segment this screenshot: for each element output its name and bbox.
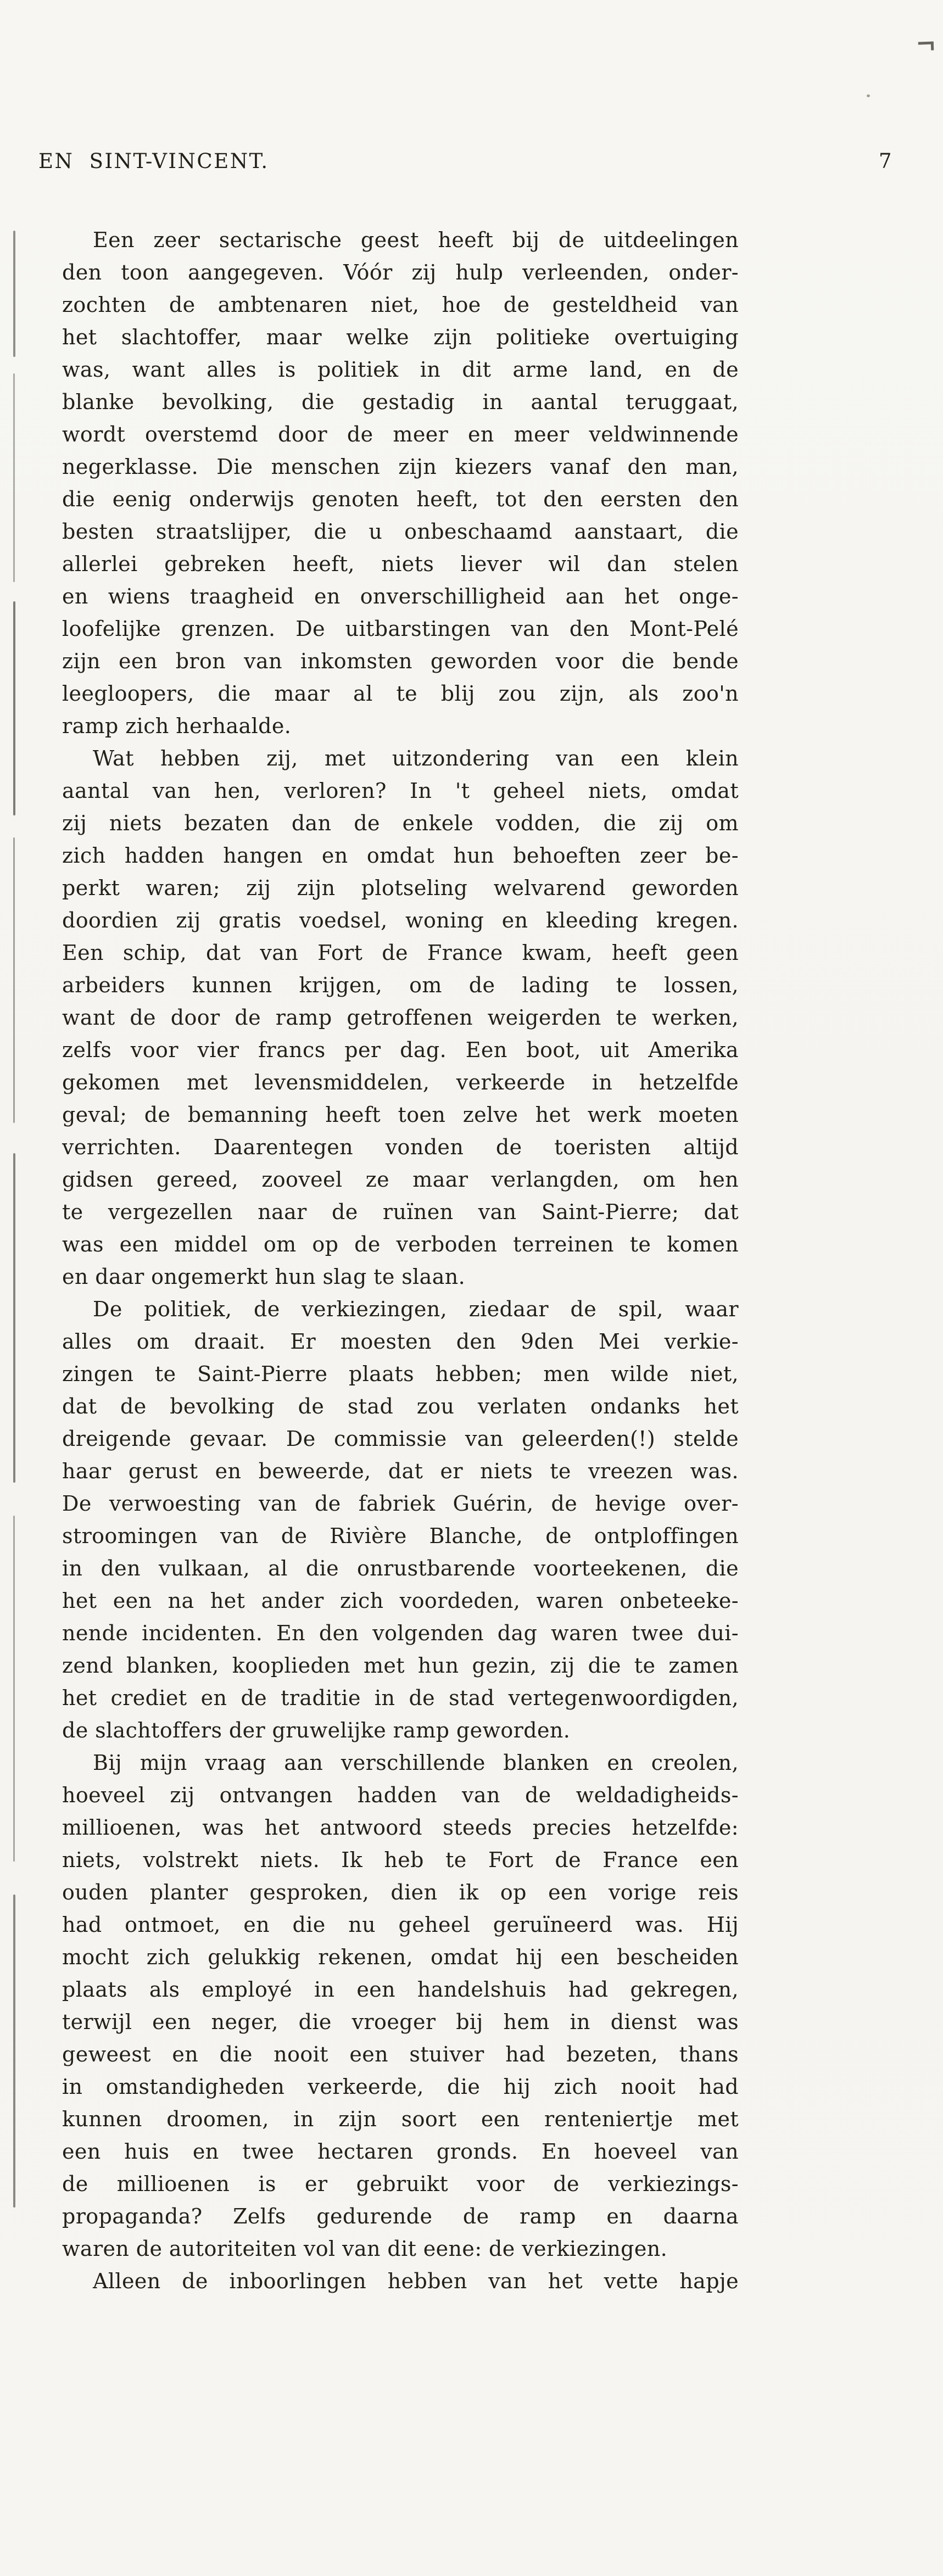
text-line: kunnen droomen, in zijn soort een renteniertje met xyxy=(62,2107,739,2131)
text-line: dat de bevolking de stad zou verlaten ondanks het xyxy=(62,1394,739,1418)
scan-artifact-gutter-line xyxy=(13,231,15,357)
text-line: den toon aangegeven. Vóór zij hulp verleenden, onder- xyxy=(62,260,739,284)
text-line: allerlei gebreken heeft, niets liever wil dan stelen xyxy=(62,552,739,576)
text-line: arbeiders kunnen krijgen, om de lading te lossen, xyxy=(62,973,739,997)
text-line: niets, volstrekt niets. Ik heb te Fort de France een xyxy=(62,1848,739,1872)
text-line: geval; de bemanning heeft toen zelve het werk moeten xyxy=(62,1103,739,1127)
text-line: zich hadden hangen en omdat hun behoeften zeer be- xyxy=(62,843,739,868)
text-line: leegloopers, die maar al te blij zou zijn, als zoo'n xyxy=(62,681,739,706)
scan-artifact-gutter-line xyxy=(13,373,15,582)
text-line: zijn een bron van inkomsten geworden voor die bende xyxy=(62,649,739,673)
text-line: haar gerust en beweerde, dat er niets te vreezen was. xyxy=(62,1459,739,1483)
text-line: het crediet en de traditie in de stad vertegenwoordigden, xyxy=(62,1686,739,1710)
text-line: was, want alles is politiek in dit arme land, en de xyxy=(62,357,739,382)
scan-artifact-corner-mark xyxy=(918,42,934,51)
text-line: aantal van hen, verloren? In 't geheel niets, omdat xyxy=(62,779,739,803)
text-line: het een na het ander zich voordeden, waren onbeteeke- xyxy=(62,1589,739,1613)
text-line: was een middel om op de verboden terreinen te komen xyxy=(62,1232,739,1256)
paragraph xyxy=(62,1747,739,2265)
text-line: het slachtoffer, maar welke zijn politieke overtuiging xyxy=(62,325,739,349)
text-line: de slachtoffers der gruwelijke ramp geworden. xyxy=(62,1718,571,1742)
scan-artifact-gutter-line xyxy=(13,1895,15,2208)
text-line: in omstandigheden verkeerde, die hij zich nooit had xyxy=(62,2075,739,2099)
text-line: gidsen gereed, zooveel ze maar verlangden, om hen xyxy=(62,1167,739,1192)
paragraph xyxy=(62,742,739,1293)
text-line: blanke bevolking, die gestadig in aantal teruggaat, xyxy=(62,390,739,414)
text-line: Wat hebben zij, met uitzondering van een klein xyxy=(93,746,739,770)
text-line: besten straatslijper, die u onbeschaamd aanstaart, die xyxy=(62,519,739,544)
text-line: zend blanken, kooplieden met hun gezin, zij die te zamen xyxy=(62,1653,739,1678)
header-title: EN SINT-VINCENT. xyxy=(38,149,269,173)
text-line: alles om draait. Er moesten den 9den Mei verkie- xyxy=(62,1329,739,1354)
text-block xyxy=(62,224,739,2298)
paragraph xyxy=(62,224,739,742)
text-line: doordien zij gratis voedsel, woning en kleeding kregen. xyxy=(62,908,739,932)
scan-artifact-gutter-line xyxy=(13,601,15,815)
text-line: zij niets bezaten dan de enkele vodden, die zij om xyxy=(62,811,739,835)
scan-artifact-speck xyxy=(867,94,870,97)
text-line: zelfs voor vier francs per dag. Een boot, uit Amerika xyxy=(62,1038,739,1062)
text-line: dreigende gevaar. De commissie van geleerden(!) stelde xyxy=(62,1427,739,1451)
text-line: plaats als employé in een handelshuis had gekregen, xyxy=(62,1977,739,2002)
text-line: en wiens traagheid en onverschilligheid aan het onge- xyxy=(62,584,739,608)
text-line: propaganda? Zelfs gedurende de ramp en daarna xyxy=(62,2204,739,2228)
text-line: millioenen, was het antwoord steeds precies hetzelfde: xyxy=(62,1815,739,1840)
text-line: zingen te Saint-Pierre plaats hebben; men wilde niet, xyxy=(62,1362,739,1386)
text-line: Een schip, dat van Fort de France kwam, heeft geen xyxy=(62,941,739,965)
text-line: De politiek, de verkiezingen, ziedaar de spil, waar xyxy=(93,1297,739,1321)
text-line: de millioenen is er gebruikt voor de verkiezings- xyxy=(62,2172,739,2196)
text-line: ouden planter gesproken, dien ik op een vorige reis xyxy=(62,1880,739,1904)
text-line: gekomen met levensmiddelen, verkeerde in hetzelfde xyxy=(62,1070,739,1094)
text-line: wordt overstemd door de meer en meer veldwinnende xyxy=(62,422,739,446)
text-line: negerklasse. Die menschen zijn kiezers vanaf den man, xyxy=(62,455,739,479)
text-line: een huis en twee hectaren gronds. En hoeveel van xyxy=(62,2139,739,2164)
page-number: 7 xyxy=(879,149,892,173)
text-line: te vergezellen naar de ruïnen van Saint-Pierre; dat xyxy=(62,1200,739,1224)
text-line: Alleen de inboorlingen hebben van het vette hapje xyxy=(93,2269,739,2293)
text-line: ramp zich herhaalde. xyxy=(62,714,292,738)
text-line: die eenig onderwijs genoten heeft, tot den eersten den xyxy=(62,487,739,511)
text-line: De verwoesting van de fabriek Guérin, de hevige over- xyxy=(62,1491,739,1516)
text-line: zochten de ambtenaren niet, hoe de gesteldheid van xyxy=(62,293,739,317)
text-line: Een zeer sectarische geest heeft bij de uitdeelingen xyxy=(93,228,739,252)
running-header xyxy=(0,149,943,177)
scan-artifact-gutter-line xyxy=(13,837,15,1123)
text-line: stroomingen van de Rivière Blanche, de ontploffingen xyxy=(62,1524,739,1548)
text-line: geweest en die nooit een stuiver had bezeten, thans xyxy=(62,2042,739,2066)
paragraph xyxy=(62,1293,739,1747)
text-line: en daar ongemerkt hun slag te slaan. xyxy=(62,1265,466,1289)
text-line: verrichten. Daarentegen vonden de toeristen altijd xyxy=(62,1135,739,1159)
text-line: in den vulkaan, al die onrustbarende voorteekenen, die xyxy=(62,1556,739,1580)
text-line: perkt waren; zij zijn plotseling welvarend geworden xyxy=(62,876,739,900)
text-line: hoeveel zij ontvangen hadden van de weldadigheids- xyxy=(62,1783,739,1807)
text-line: nende incidenten. En den volgenden dag waren twee dui- xyxy=(62,1621,739,1645)
scan-artifact-gutter-line xyxy=(13,1153,15,1483)
text-line: terwijl een neger, die vroeger bij hem in dienst was xyxy=(62,2010,739,2034)
paragraph xyxy=(62,2265,739,2298)
text-line: mocht zich gelukkig rekenen, omdat hij een bescheiden xyxy=(62,1945,739,1969)
text-line: Bij mijn vraag aan verschillende blanken en creolen, xyxy=(93,1751,739,1775)
text-line: had ontmoet, en die nu geheel geruïneerd was. Hij xyxy=(62,1913,739,1937)
text-line: want de door de ramp getroffenen weigerden te werken, xyxy=(62,1005,739,1030)
scan-artifact-gutter-line xyxy=(13,1516,15,1862)
text-line: loofelijke grenzen. De uitbarstingen van den Mont-Pelé xyxy=(62,617,739,641)
text-line: waren de autoriteiten vol van dit eene: de verkiezingen. xyxy=(62,2237,668,2261)
